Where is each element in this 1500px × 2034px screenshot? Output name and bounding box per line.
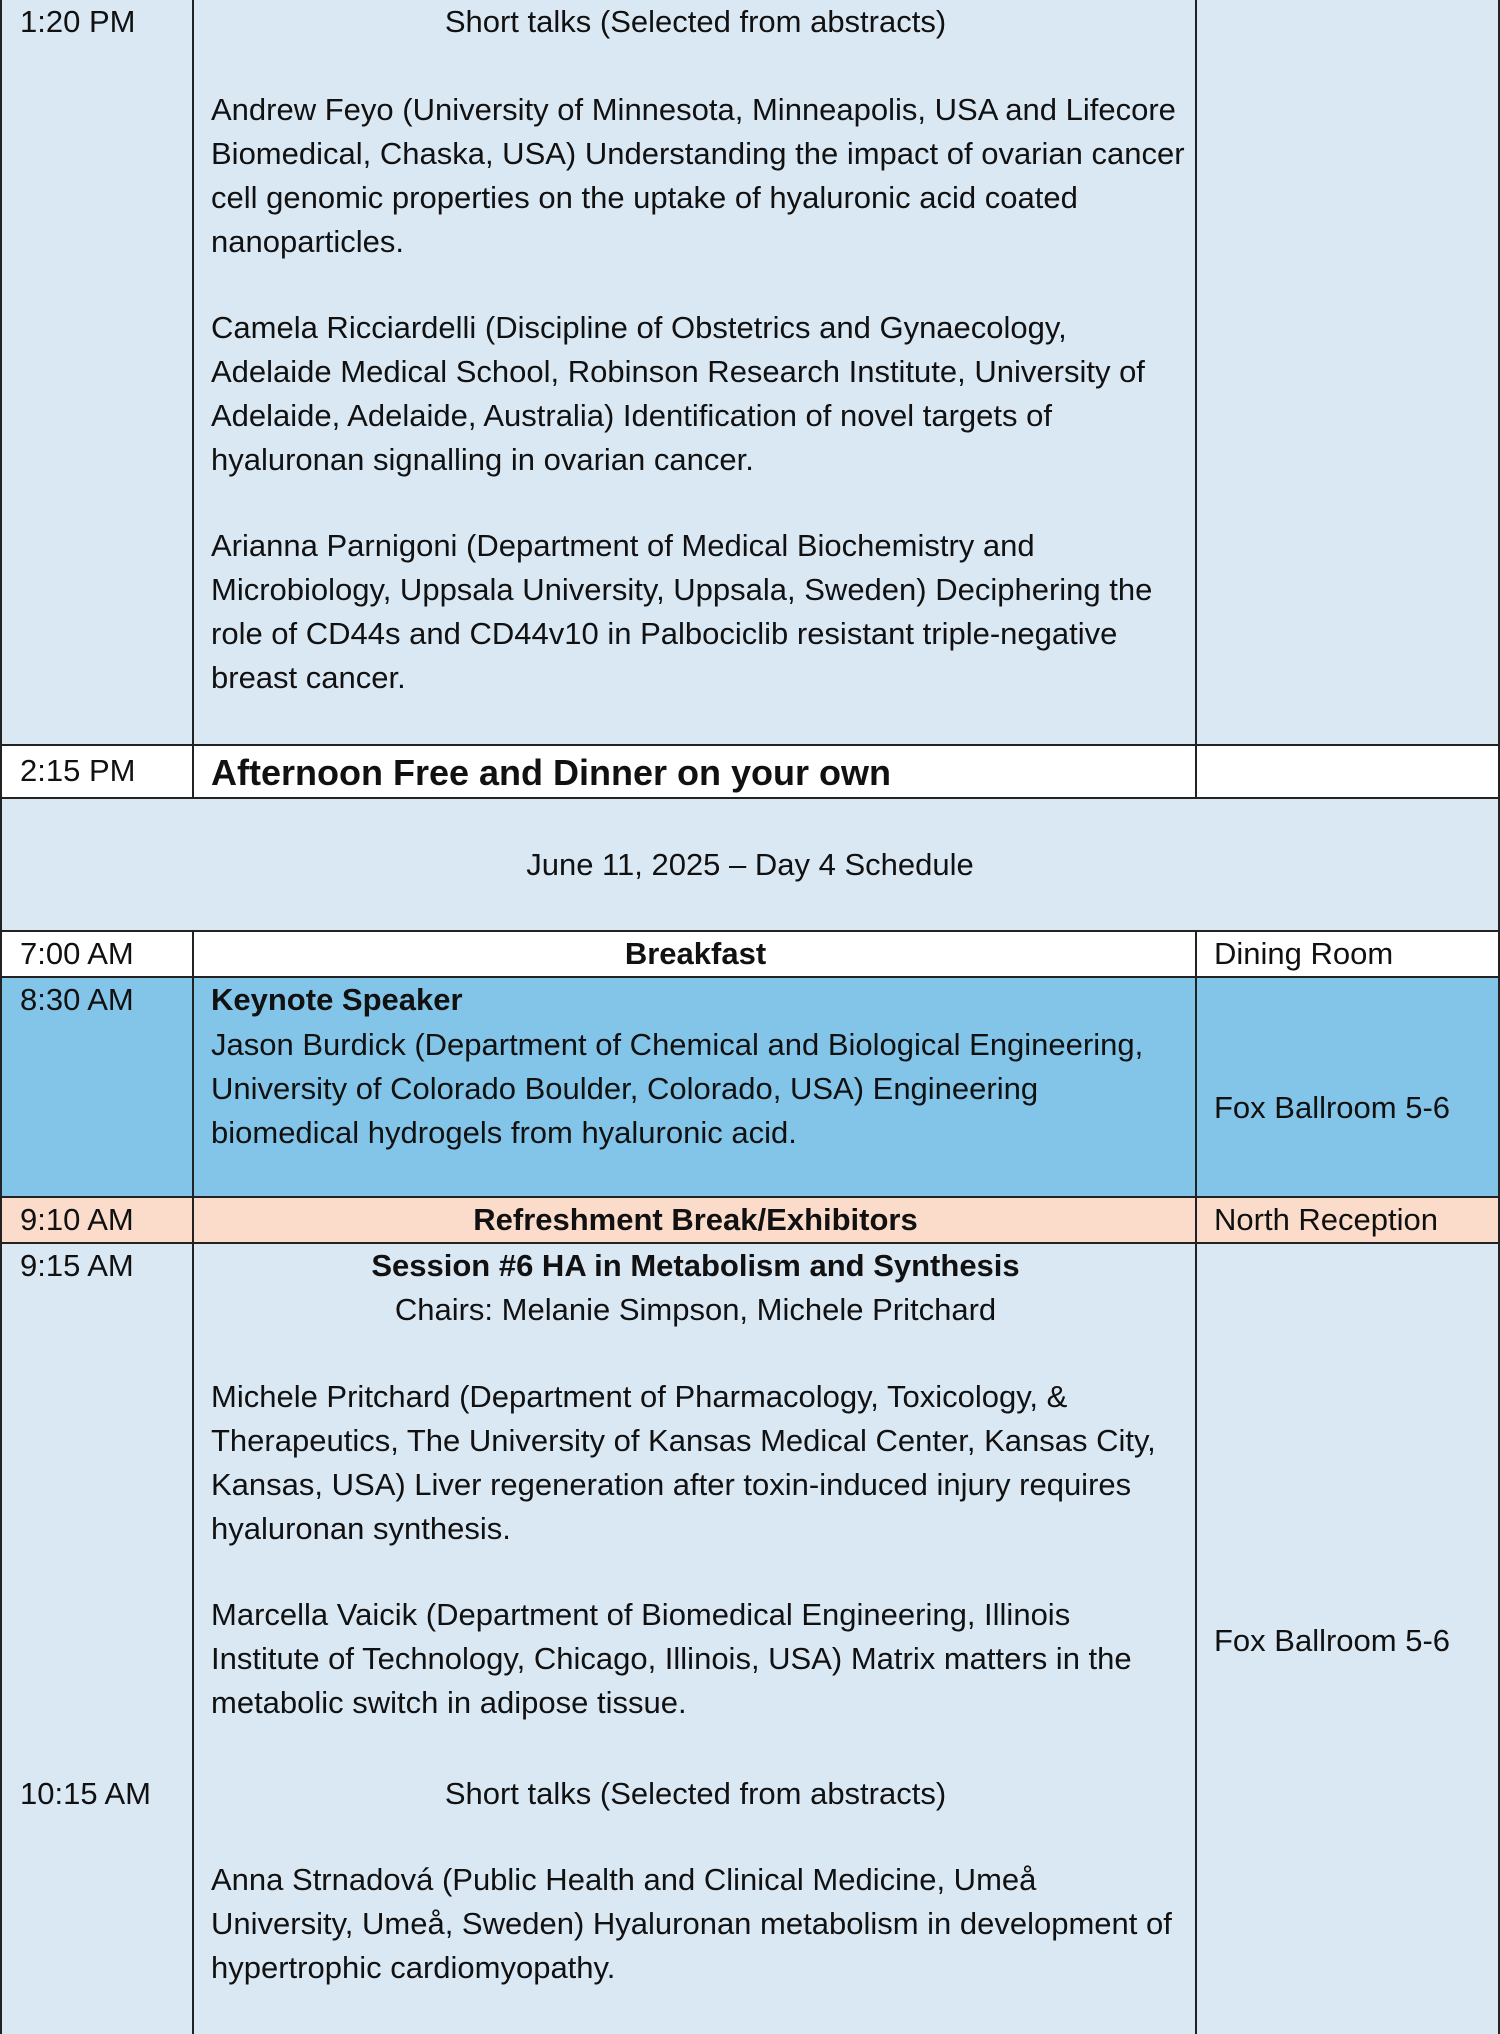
schedule-row-session6 [0, 1242, 1500, 2034]
talk-entry: Jason Burdick (Department of Chemical and Biological Engineering, University of Colorado Boulder, Colorado, USA) Engineering biomedical hydrogels from hyaluronic acid. [211, 1027, 1144, 1150]
time-label: 1:20 PM [20, 4, 136, 39]
time-label: 2:15 PM [20, 753, 136, 788]
talk-entry: Arianna Parnigoni (Department of Medical Biochemistry and Microbiology, Uppsala University, Uppsala, Sweden) Deciphering the role of CD44s and CD44v10 in Palbociclib resistant triple-negative breast cancer. [211, 528, 1153, 695]
room-label: North Reception [1214, 1202, 1439, 1237]
talk-entry: Michele Pritchard (Department of Pharmacology, Toxicology, & Therapeutics, The University of Kansas Medical Center, Kansas City, Kansas, USA) Liver regeneration after toxin-induced injury requires hyaluronan synthesis. [211, 1379, 1156, 1546]
talk-entry: Anna Strnadová (Public Health and Clinical Medicine, Umeå University, Umeå, Sweden) Hyaluronan metabolism in development of hypertrophic cardiomyopathy. [211, 1862, 1172, 1985]
room-cell [1197, 932, 1498, 978]
content-cell [194, 1244, 1197, 2034]
talk-entry: Marcella Vaicik (Department of Biomedical Engineering, Illinois Institute of Technology, Chicago, Illinois, USA) Matrix matters in the metabolic switch in adipose tissue. [211, 1597, 1132, 1720]
talk-entry: Camela Ricciardelli (Discipline of Obstetrics and Gynaecology, Adelaide Medical School, Robinson Research Institute, University of Adelaide, Adelaide, Australia) Identification of novel targets of hyaluronan signalling in ovarian cancer. [211, 310, 1145, 477]
schedule-row-1320 [0, 0, 1500, 746]
room-cell [1197, 1198, 1498, 1244]
content-cell [194, 0, 1197, 746]
content-cell [194, 1198, 1197, 1244]
room-cell [1197, 1244, 1498, 2034]
time-label: 9:15 AM [20, 1248, 134, 1283]
session-title: Breakfast [624, 936, 767, 971]
free-afternoon-title: Afternoon Free and Dinner on your own [211, 752, 892, 793]
schedule-row-keynote [0, 976, 1500, 1198]
time-label: 10:15 AM [20, 1776, 151, 1811]
day-header-row [0, 797, 1500, 932]
short-talks-title: Short talks (Selected from abstracts) [444, 1776, 947, 1811]
time-label: 8:30 AM [20, 982, 134, 1017]
time-cell [2, 978, 194, 1198]
time-cell [2, 1198, 194, 1244]
room-cell [1197, 746, 1498, 799]
schedule-row-break [0, 1196, 1500, 1244]
session-chairs: Chairs: Melanie Simpson, Michele Pritchard [394, 1292, 997, 1327]
content-cell [194, 746, 1197, 799]
content-cell [194, 978, 1197, 1198]
room-label: Fox Ballroom 5-6 [1214, 1623, 1451, 1658]
time-cell [2, 0, 194, 746]
room-label: Dining Room [1214, 936, 1394, 971]
room-label: Fox Ballroom 5-6 [1214, 1090, 1451, 1125]
content-cell [194, 932, 1197, 978]
session-title: Refreshment Break/Exhibitors [473, 1202, 918, 1237]
room-cell [1197, 978, 1498, 1198]
schedule-row-breakfast [0, 930, 1500, 978]
day-title: June 11, 2025 – Day 4 Schedule [526, 847, 974, 882]
session-title: Session #6 HA in Metabolism and Synthesis [371, 1248, 1020, 1283]
time-label: 9:10 AM [20, 1202, 134, 1237]
talk-entry: Andrew Feyo (University of Minnesota, Minneapolis, USA and Lifecore Biomedical, Chaska, USA) Understanding the impact of ovarian cancer cell genomic properties on the uptake of hyaluronic acid coated nanoparticles. [211, 92, 1185, 259]
time-cell [2, 1244, 194, 2034]
room-cell [1197, 0, 1498, 746]
time-cell [2, 746, 194, 799]
session-title: Short talks (Selected from abstracts) [444, 4, 947, 39]
time-cell [2, 932, 194, 978]
time-label: 7:00 AM [20, 936, 134, 971]
keynote-label: Keynote Speaker [211, 982, 463, 1017]
schedule-row-1415 [0, 744, 1500, 799]
